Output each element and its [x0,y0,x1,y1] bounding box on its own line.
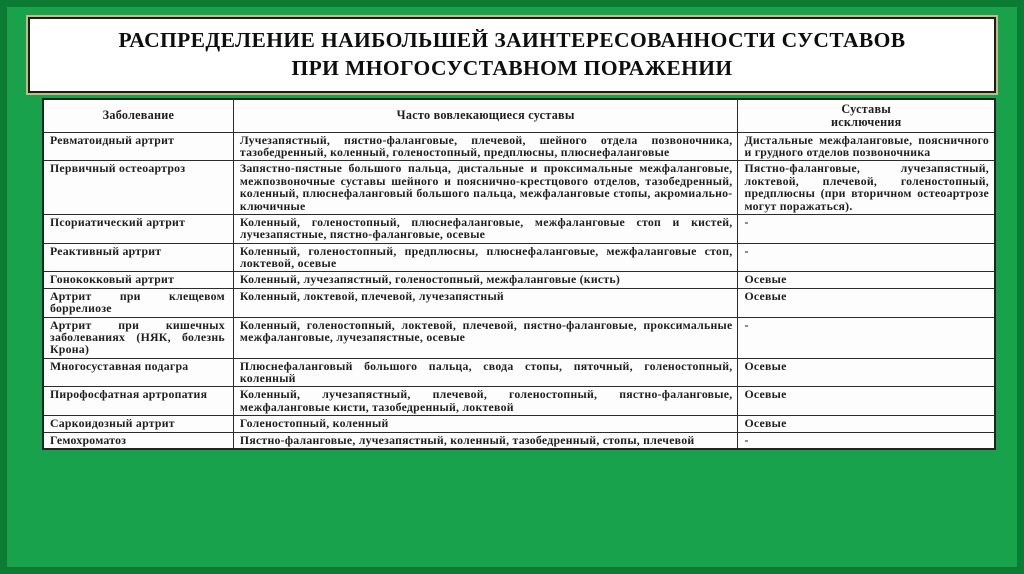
disease-cell: Многосуставная подагра [43,358,233,387]
exceptions-cell: - [738,243,995,272]
table-row [43,214,995,243]
joints-table [42,98,996,450]
exceptions-cell: Осевые [738,272,995,288]
table-row [43,243,995,272]
disease-cell: Ревматоидный артрит [43,132,233,161]
joints-table-container [42,98,996,450]
joints-cell: Коленный, голеностопный, локтевой, плечевой, пястно-фаланговые, проксимальные межфаланговые, лучезапястные, осевые [233,317,738,358]
disease-cell: Гемохроматоз [43,432,233,449]
disease-cell: Реактивный артрит [43,243,233,272]
exceptions-cell: Осевые [738,288,995,317]
joints-cell: Коленный, лучезапястный, плечевой, голеностопный, пястно-фаланговые, межфаланговые кисти, тазобедренный, локтевой [233,387,738,416]
header-exceptions-label: Суставы исключения [830,102,902,129]
slide-title-box [28,17,996,93]
table-row [43,387,995,416]
exceptions-cell: - [738,317,995,358]
exceptions-cell: Дистальные межфаланговые, поясничного и грудного отделов позвоночника [738,132,995,161]
exceptions-cell: Осевые [738,416,995,432]
slide-title-line-1: РАСПРЕДЕЛЕНИЕ НАИБОЛЬШЕЙ ЗАИНТЕРЕСОВАННОСТИ СУСТАВОВ [118,28,906,52]
joints-cell: Коленный, лучезапястный, голеностопный, межфаланговые (кисть) [233,272,738,288]
table-row [43,317,995,358]
table-row [43,288,995,317]
joints-cell: Запястно-пястные большого пальца, дистальные и проксимальные межфаланговые, межпозвоночные суставы шейного и пояснично-крестцового отделов, тазобедренный, коленный, плюснефаланговый большого пальца, межфаланговые стопы, акромиально-ключичные [233,161,738,215]
table-row [43,161,995,215]
disease-cell: Саркоидозный артрит [43,416,233,432]
table-row [43,272,995,288]
table-header-row [43,99,995,132]
joints-cell: Голеностопный, коленный [233,416,738,432]
header-disease: Заболевание [43,99,233,132]
exceptions-cell: - [738,214,995,243]
joints-cell: Пястно-фаланговые, лучезапястный, коленный, тазобедренный, стопы, плечевой [233,432,738,449]
joints-cell: Коленный, голеностопный, плюснефаланговые, межфаланговые стоп и кистей, лучезапястные, пястно-фаланговые, осевые [233,214,738,243]
exceptions-cell: Осевые [738,387,995,416]
disease-cell: Артрит при кишечных заболеваниях (НЯК, болезнь Крона) [43,317,233,358]
exceptions-cell: Осевые [738,358,995,387]
joints-cell: Лучезапястный, пястно-фаланговые, плечевой, шейного отдела позвоночника, тазобедренный, коленный, голеностопный, предплюсны, плюснефаланговые [233,132,738,161]
joints-cell: Коленный, голеностопный, предплюсны, плюснефаланговые, межфаланговые стоп, локтевой, осевые [233,243,738,272]
header-exceptions [738,99,995,132]
header-joints: Часто вовлекающиеся суставы [233,99,738,132]
table-row [43,132,995,161]
table-row [43,432,995,449]
disease-cell: Первичный остеоартроз [43,161,233,215]
disease-cell: Гонококковый артрит [43,272,233,288]
disease-cell: Пирофосфатная артропатия [43,387,233,416]
table-row [43,416,995,432]
disease-cell: Артрит при клещевом боррелиозе [43,288,233,317]
joints-cell: Коленный, локтевой, плечевой, лучезапястный [233,288,738,317]
table-row [43,358,995,387]
disease-cell: Псориатический артрит [43,214,233,243]
slide-title-line-2: ПРИ МНОГОСУСТАВНОМ ПОРАЖЕНИИ [291,56,733,81]
exceptions-cell: - [738,432,995,449]
joints-cell: Плюснефаланговый большого пальца, свода стопы, пяточный, голеностопный, коленный [233,358,738,387]
exceptions-cell: Пястно-фаланговые, лучезапястный, локтевой, плечевой, голеностопный, предплюсны (при вторичном остеоартрозе могут поражаться). [738,161,995,215]
